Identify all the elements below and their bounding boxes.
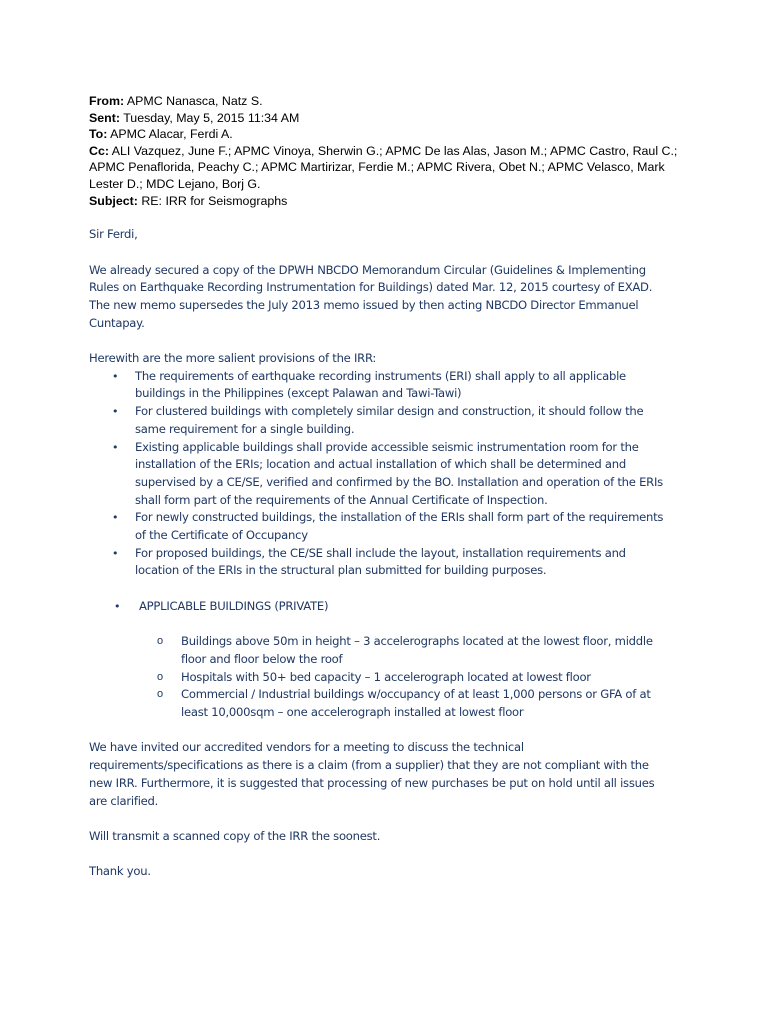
subject-row: [89, 193, 679, 210]
salutation: Sir Ferdi,: [89, 227, 138, 242]
from-value: APMC Nanasca, Natz S.: [126, 94, 263, 108]
paragraph-line: new IRR. Furthermore, it is suggested that processing of new purchases be put on hold until all issues: [89, 775, 655, 790]
closing: Thank you.: [89, 864, 151, 879]
paragraph-transmit: Will transmit a scanned copy of the IRR the soonest.: [89, 828, 381, 843]
cc-value-line-2: APMC Penaflorida, Peachy C.; APMC Martirizar, Ferdie M.; APMC Rivera, Obet N.; APMC Velasco, Mark: [89, 160, 665, 175]
cc-row: [89, 143, 679, 160]
sent-value: Tuesday, May 5, 2015 11:34 AM: [123, 110, 300, 125]
paragraph-vendors: [89, 739, 679, 810]
bullet-icon: •: [112, 546, 119, 560]
to-value: APMC Alacar, Ferdi A.: [110, 127, 233, 142]
paragraph-intro: [89, 262, 679, 333]
paragraph-line: The new memo supersedes the July 2013 memo issued by then acting NBCDO Director Emmanuel: [89, 297, 639, 312]
list-item-line: floor and floor below the roof: [181, 651, 343, 666]
list-item: [89, 509, 679, 544]
cc-value-line-3: Lester D.; MDC Lejano, Borj G.: [89, 176, 261, 191]
circle-bullet-icon: o: [157, 635, 163, 648]
bullet-icon: •: [112, 440, 119, 454]
email-body: [89, 226, 679, 881]
list-item-line: For proposed buildings, the CE/SE shall include the layout, installation requirements and: [135, 545, 626, 560]
list-item-line: Existing applicable buildings shall provide accessible seismic instrumentation room for the: [135, 439, 639, 454]
provisions-intro: Herewith are the more salient provisions of the IRR:: [89, 351, 377, 366]
list-item-line: shall form part of the requirements of the Annual Certificate of Inspection.: [135, 492, 548, 507]
sent-row: [89, 110, 679, 127]
provisions-list: [89, 368, 679, 580]
list-item-line: The requirements of earthquake recording instruments (ERI) shall apply to all applicable: [135, 368, 626, 383]
paragraph-line: requirements/specifications as there is a claim (from a supplier) that they are not compliant with the: [89, 758, 649, 773]
list-item-line: For clustered buildings with completely similar design and construction, it should follow the: [135, 404, 644, 419]
subject-label: Subject:: [89, 193, 138, 208]
to-row: [89, 126, 679, 143]
to-label: To:: [89, 127, 108, 142]
list-item-line: For newly constructed buildings, the installation of the ERIs shall form part of the requirements: [135, 510, 664, 525]
list-item: [89, 633, 679, 668]
paragraph-line: Cuntapay.: [89, 315, 145, 330]
list-item-line: Hospitals with 50+ bed capacity – 1 accelerograph located at lowest floor: [181, 669, 591, 684]
from-row: [89, 93, 679, 110]
from-label: From:: [89, 94, 125, 108]
list-item: [89, 686, 679, 721]
list-item: [89, 439, 679, 510]
list-item-line: Buildings above 50m in height – 3 accelerographs located at the lowest floor, middle: [181, 634, 653, 649]
email-header: [89, 93, 679, 209]
bullet-icon: •: [114, 599, 121, 613]
applicable-heading-text: APPLICABLE BUILDINGS (PRIVATE): [139, 598, 329, 613]
sent-label: Sent:: [89, 110, 120, 125]
list-item-line: location of the ERIs in the structural plan submitted for building purposes.: [135, 563, 547, 578]
bullet-icon: •: [112, 369, 119, 383]
list-item-line: supervised by a CE/SE, verified and confirmed by the BO. Installation and operation of the ERIs: [135, 474, 663, 489]
subject-value: RE: IRR for Seismographs: [141, 193, 288, 208]
paragraph-line: We already secured a copy of the DPWH NBCDO Memorandum Circular (Guidelines & Implementing: [89, 262, 646, 277]
list-item-line: of the Certificate of Occupancy: [135, 528, 308, 543]
applicable-buildings-heading: [89, 598, 679, 616]
cc-label: Cc:: [89, 143, 109, 158]
list-item-line: installation of the ERIs; location and actual installation of which shall be determined and: [135, 457, 626, 472]
list-item-line: Commercial / Industrial buildings w/occupancy of at least 1,000 persons or GFA of at: [181, 687, 651, 702]
paragraph-line: are clarified.: [89, 793, 159, 808]
list-item: [89, 403, 679, 438]
list-item-line: buildings in the Philippines (except Palawan and Tawi-Tawi): [135, 386, 462, 401]
paragraph-line: Rules on Earthquake Recording Instrumentation for Buildings) dated Mar. 12, 2015 courtesy of EXAD.: [89, 280, 653, 295]
applicable-buildings-list: [89, 633, 679, 722]
list-item-line: least 10,000sqm – one accelerograph installed at lowest floor: [181, 705, 524, 720]
cc-value-line-1: ALI Vazquez, June F.; APMC Vinoya, Sherwin G.; APMC De las Alas, Jason M.; APMC Castro, Raul C.;: [111, 143, 678, 158]
list-item: [89, 368, 679, 403]
list-item-line: same requirement for a single building.: [135, 421, 355, 436]
circle-bullet-icon: o: [157, 670, 163, 683]
bullet-icon: •: [112, 405, 119, 419]
bullet-icon: •: [112, 511, 119, 525]
list-item: [89, 669, 679, 687]
list-item: [89, 545, 679, 580]
email-document: [89, 93, 679, 881]
paragraph-line: We have invited our accredited vendors for a meeting to discuss the technical: [89, 740, 524, 755]
circle-bullet-icon: o: [157, 688, 163, 701]
